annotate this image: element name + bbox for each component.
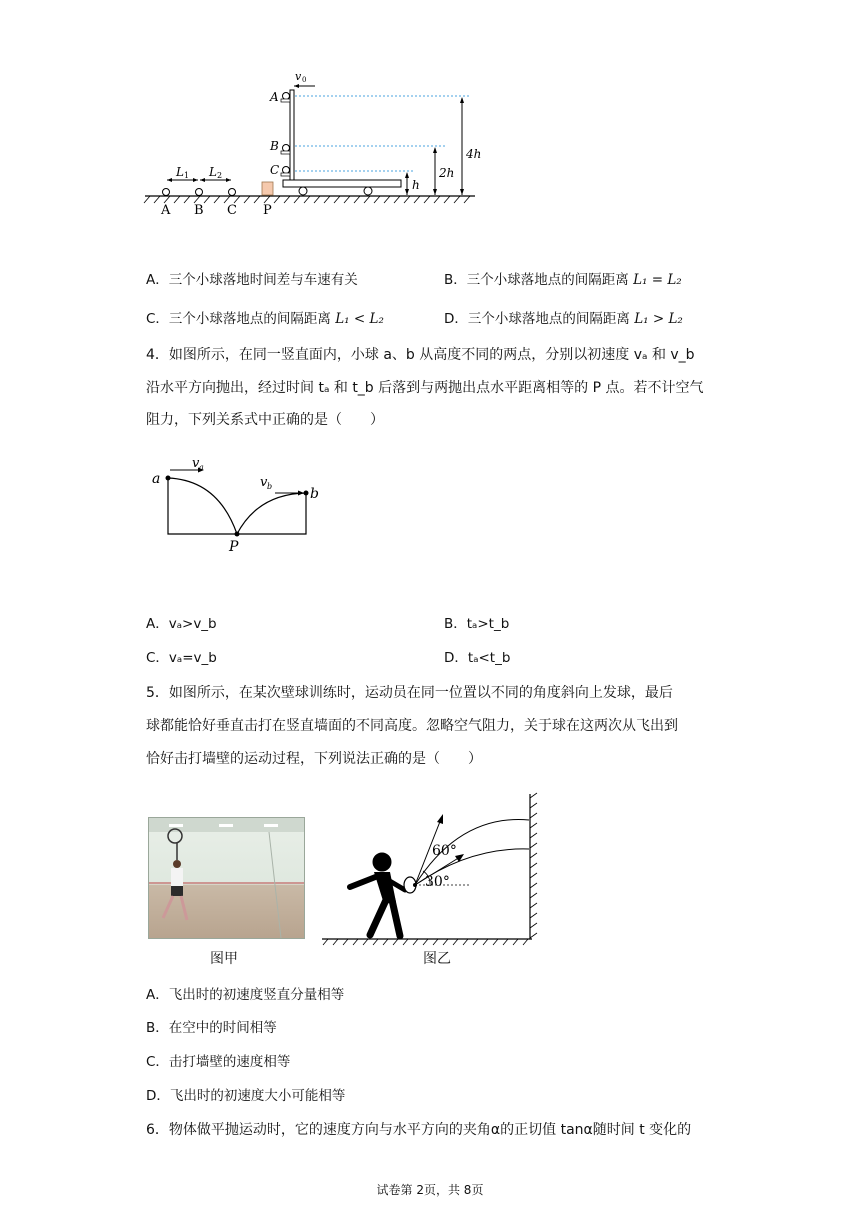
q4-stem-line-1: 4．如图所示，在同一竖直面内，小球 a、b 从高度不同的两点，分别以初速度 vₐ 和 v_b [146, 347, 695, 363]
ball-a [166, 476, 171, 481]
svg-text:a: a [199, 463, 204, 472]
q4-option-d: D．tₐ<t_b [444, 650, 511, 666]
ball-b [304, 491, 309, 496]
svg-text:v: v [260, 475, 268, 490]
svg-text:4h: 4h [466, 147, 482, 161]
svg-text:2h: 2h [439, 166, 455, 180]
q3-option-d: D．三个小球落地点的间隔距离 L₁ > L₂ [444, 311, 683, 327]
q4-option-a: A．vₐ>v_b [146, 616, 217, 632]
svg-text:2: 2 [217, 171, 223, 180]
squash-photo [148, 817, 305, 939]
angle-60-label: 60° [432, 843, 457, 859]
svg-text:C: C [227, 203, 237, 218]
q3-option-b: B．三个小球落地点的间隔距离 L₁ = L₂ [444, 272, 682, 288]
landing-ball-b [196, 189, 203, 196]
svg-text:b: b [267, 482, 273, 491]
l1-label: L [176, 165, 184, 179]
q3-option-c: C．三个小球落地点的间隔距离 L₁ < L₂ [146, 311, 384, 327]
caption-left: 图甲 [210, 951, 238, 967]
landing-ball-a [163, 189, 170, 196]
svg-text:P: P [229, 539, 239, 555]
target-block-p [262, 182, 273, 195]
svg-text:a: a [152, 471, 161, 487]
svg-text:1: 1 [184, 171, 190, 180]
q3-option-a: A．三个小球落地时间差与车速有关 [146, 272, 358, 288]
q5-stem-line-2: 球都能恰好垂直击打在竖直墙面的不同高度。忽略空气阻力，关于球在这两次从飞出到 [146, 718, 678, 734]
svg-text:b: b [310, 486, 319, 502]
q5-stem-line-3: 恰好击打墙壁的运动过程，下列说法正确的是（ ） [146, 751, 482, 767]
player-silhouette [350, 853, 405, 936]
svg-text:B: B [270, 139, 279, 153]
cart-figure [140, 62, 500, 222]
svg-text:A: A [161, 203, 171, 218]
q4-stem-line-2: 沿水平方向抛出，经过时间 tₐ 和 t_b 后落到与两抛出点水平距离相等的 P 点。若不计空气 [146, 380, 704, 396]
squash-diagram [320, 792, 545, 947]
svg-text:A: A [270, 90, 279, 104]
svg-text:B: B [194, 203, 204, 218]
q5-stem-line-1: 5．如图所示，在某次壁球训练时，运动员在同一位置以不同的角度斜向上发球，最后 [146, 685, 673, 701]
cart-pole [290, 90, 294, 180]
q4-option-b: B．tₐ>t_b [444, 616, 510, 632]
svg-text:0: 0 [302, 76, 307, 84]
svg-text:v: v [192, 456, 200, 471]
svg-text:P: P [263, 203, 272, 218]
q5-option-a: A．飞出时的初速度竖直分量相等 [146, 987, 345, 1003]
v0-label: v [295, 70, 302, 83]
cart-body [283, 180, 401, 187]
page-footer: 试卷第 2页，共 8页 [376, 1183, 484, 1197]
q5-option-c: C．击打墙壁的速度相等 [146, 1054, 291, 1070]
svg-text:h: h [412, 178, 420, 192]
q4-option-c: C．vₐ=v_b [146, 650, 217, 666]
caption-right: 图乙 [423, 951, 451, 967]
q5-option-b: B．在空中的时间相等 [146, 1020, 277, 1036]
landing-ball-c [229, 189, 236, 196]
svg-text:C: C [270, 163, 280, 177]
projectile-figure [148, 456, 328, 556]
l2-label: L [209, 165, 217, 179]
q6-stem: 6．物体做平抛运动时，它的速度方向与水平方向的夹角α的正切值 tanα随时间 t 变化的 [146, 1122, 692, 1138]
angle-30-label: 30° [425, 874, 450, 890]
point-p [235, 532, 240, 537]
q4-stem-line-3: 阻力，下列关系式中正确的是（ ） [146, 412, 384, 428]
q5-option-d: D．飞出时的初速度大小可能相等 [146, 1088, 346, 1104]
